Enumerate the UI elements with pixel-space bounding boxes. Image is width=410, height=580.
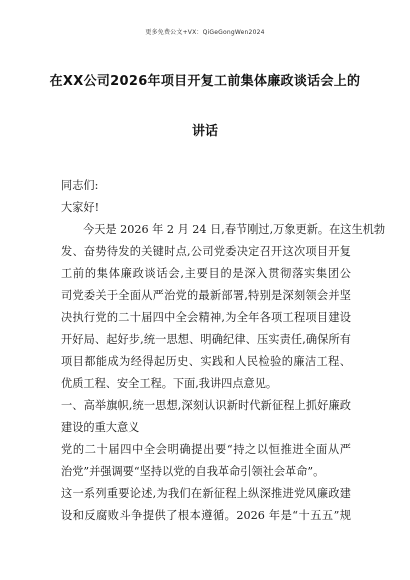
section-heading-continued: 建设的重大意义	[61, 421, 140, 434]
paragraph-line: 这一系列重要论述,为我们在新征程上纵深推进党风廉政建	[61, 487, 351, 500]
paragraph-line: 今天是 2026 年 2 月 24 日,春节刚过,万象更新。在这生机勃	[83, 223, 386, 236]
salutation: 同志们:	[61, 179, 99, 192]
paragraph-line: 设和反腐败斗争提供了根本遵循。2026 年是“十五五”规	[61, 509, 351, 522]
paragraph-line: 项目都能成为经得起历史、实践和人民检验的廉洁工程、	[61, 355, 351, 368]
paragraph-line: 开好局、起好步,统一思想、明确纪律、压实责任,确保所有	[61, 333, 351, 346]
section-heading: 一、高举旗帜,统一思想,深刻认识新时代新征程上抓好廉政	[61, 399, 351, 412]
paragraph-line: 优质工程、安全工程。下面,我讲四点意见。	[61, 377, 278, 390]
paragraph-line: 发、奋势待发的关键时点,公司党委决定召开这次项目开复	[61, 245, 351, 258]
paragraph-line: 决执行党的二十届四中全会精神,为全年各项工程项目建设	[61, 311, 351, 324]
greeting: 大家好!	[61, 201, 100, 214]
paragraph-line: 治党”并强调要“坚持以党的自我革命引领社会革命”。	[61, 465, 325, 478]
document-title: 在XX公司2026年项目开复工前集体廉政谈话会上的	[49, 74, 361, 89]
paragraph-line: 司党委关于全面从严治党的最新部署,特别是深刻领会并坚	[61, 289, 351, 302]
paragraph-line: 党的二十届四中全会明确提出要“持之以恒推进全面从严	[61, 443, 351, 456]
paragraph-line: 工前的集体廉政谈话会,主要目的是深入贯彻落实集团公	[61, 267, 351, 280]
document-title-continued: 讲话	[191, 124, 218, 139]
header-note: 更多免费公文+VX：QiGeGongWen2024	[145, 29, 265, 36]
body-text	[61, 175, 386, 527]
